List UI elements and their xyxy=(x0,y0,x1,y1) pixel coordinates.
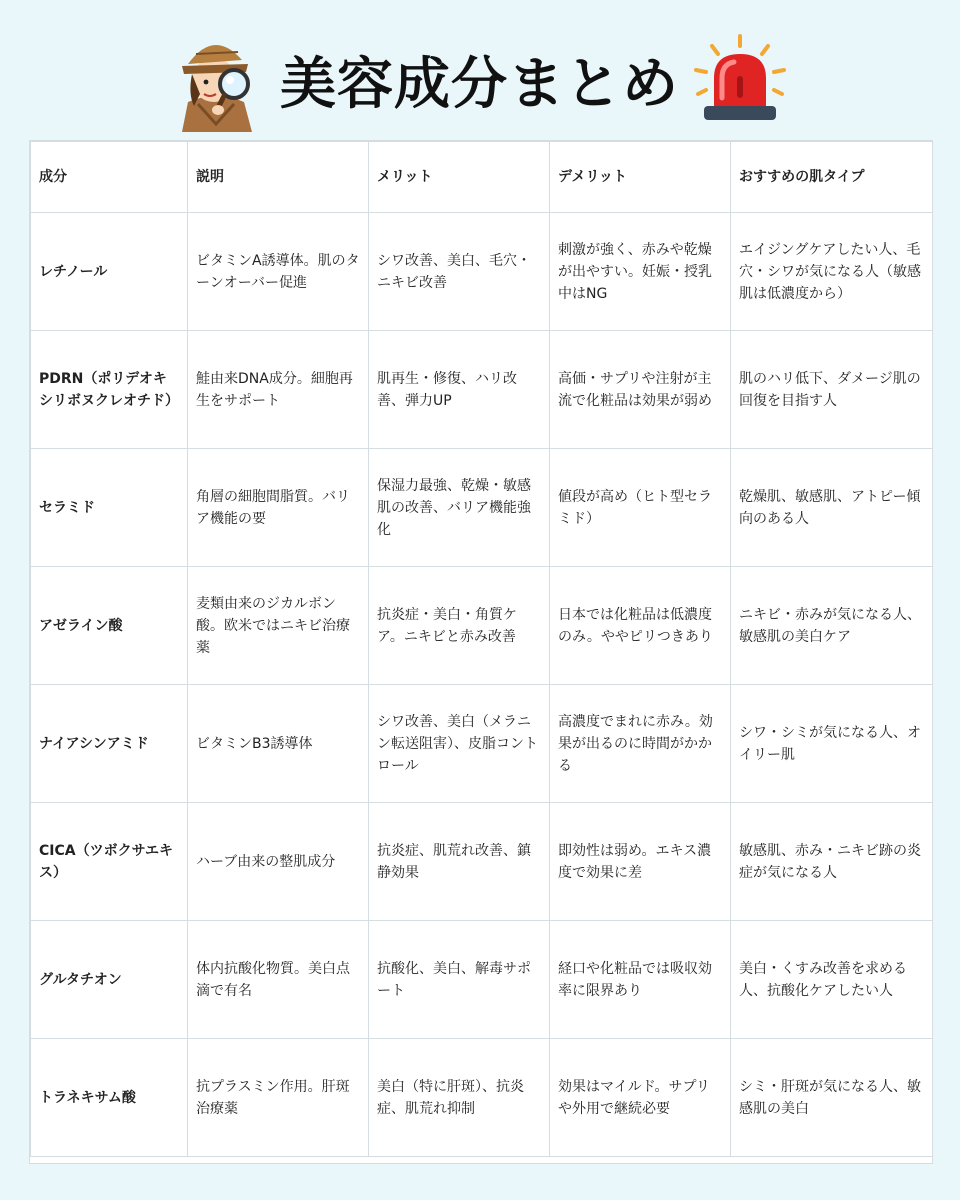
page-title: 美容成分まとめ xyxy=(280,52,679,117)
ingredient-name: セラミド xyxy=(31,449,188,567)
table-row xyxy=(31,567,933,685)
ingredient-merit: 抗炎症・美白・角質ケア。ニキビと赤み改善 xyxy=(369,567,550,685)
table-row xyxy=(31,1039,933,1157)
ingredient-merit: シワ改善、美白（メラニン転送阻害）、皮脂コントロール xyxy=(369,685,550,803)
table-row xyxy=(31,803,933,921)
ingredient-merit: 肌再生・修復、ハリ改善、弾力UP xyxy=(369,331,550,449)
ingredient-description: 抗プラスミン作用。肝斑治療薬 xyxy=(188,1039,369,1157)
recommended-skin-type: 肌のハリ低下、ダメージ肌の回復を目指す人 xyxy=(731,331,933,449)
ingredient-demerit: 日本では化粧品は低濃度のみ。ややピリつきあり xyxy=(550,567,731,685)
ingredient-description: 麦類由来のジカルボン酸。欧米ではニキビ治療薬 xyxy=(188,567,369,685)
ingredient-merit: 美白（特に肝斑）、抗炎症、肌荒れ抑制 xyxy=(369,1039,550,1157)
ingredient-demerit: 即効性は弱め。エキス濃度で効果に差 xyxy=(550,803,731,921)
recommended-skin-type: エイジングケアしたい人、毛穴・シワが気になる人（敏感肌は低濃度から） xyxy=(731,213,933,331)
recommended-skin-type: ニキビ・赤みが気になる人、敏感肌の美白ケア xyxy=(731,567,933,685)
ingredient-name: アゼライン酸 xyxy=(31,567,188,685)
table-row xyxy=(31,213,933,331)
red-siren-icon xyxy=(690,32,790,126)
column-header: 成分 xyxy=(31,142,188,213)
ingredient-merit: 抗炎症、肌荒れ改善、鎮静効果 xyxy=(369,803,550,921)
ingredient-demerit: 効果はマイルド。サプリや外用で継続必要 xyxy=(550,1039,731,1157)
column-header: 説明 xyxy=(188,142,369,213)
recommended-skin-type: 美白・くすみ改善を求める人、抗酸化ケアしたい人 xyxy=(731,921,933,1039)
ingredient-name: グルタチオン xyxy=(31,921,188,1039)
ingredient-name: CICA（ツボクサエキス） xyxy=(31,803,188,921)
recommended-skin-type: 敏感肌、赤み・ニキビ跡の炎症が気になる人 xyxy=(731,803,933,921)
ingredient-demerit: 値段が高め（ヒト型セラミド） xyxy=(550,449,731,567)
column-header: デメリット xyxy=(550,142,731,213)
column-header: おすすめの肌タイプ xyxy=(731,142,933,213)
ingredients-table xyxy=(29,140,933,1164)
table-header-row xyxy=(31,142,933,213)
recommended-skin-type: シワ・シミが気になる人、オイリー肌 xyxy=(731,685,933,803)
column-header: メリット xyxy=(369,142,550,213)
ingredient-merit: シワ改善、美白、毛穴・ニキビ改善 xyxy=(369,213,550,331)
ingredient-merit: 抗酸化、美白、解毒サポート xyxy=(369,921,550,1039)
ingredient-name: トラネキサム酸 xyxy=(31,1039,188,1157)
recommended-skin-type: シミ・肝斑が気になる人、敏感肌の美白 xyxy=(731,1039,933,1157)
ingredient-merit: 保湿力最強、乾燥・敏感肌の改善、バリア機能強化 xyxy=(369,449,550,567)
table-row xyxy=(31,331,933,449)
table-row xyxy=(31,449,933,567)
ingredient-demerit: 高濃度でまれに赤み。効果が出るのに時間がかかる xyxy=(550,685,731,803)
ingredient-description: 体内抗酸化物質。美白点滴で有名 xyxy=(188,921,369,1039)
ingredient-description: 鮭由来DNA成分。細胞再生をサポート xyxy=(188,331,369,449)
ingredient-name: ナイアシンアミド xyxy=(31,685,188,803)
ingredient-description: 角層の細胞間脂質。バリア機能の要 xyxy=(188,449,369,567)
ingredient-name: レチノール xyxy=(31,213,188,331)
ingredient-name: PDRN（ポリデオキシリボヌクレオチド） xyxy=(31,331,188,449)
ingredient-description: ハーブ由来の整肌成分 xyxy=(188,803,369,921)
ingredient-demerit: 経口や化粧品では吸収効率に限界あり xyxy=(550,921,731,1039)
ingredient-description: ビタミンA誘導体。肌のターンオーバー促進 xyxy=(188,213,369,331)
page-header xyxy=(0,0,960,140)
ingredient-demerit: 高価・サプリや注射が主流で化粧品は効果が弱め xyxy=(550,331,731,449)
ingredient-demerit: 刺激が強く、赤みや乾燥が出やすい。妊娠・授乳中はNG xyxy=(550,213,731,331)
ingredient-description: ビタミンB3誘導体 xyxy=(188,685,369,803)
recommended-skin-type: 乾燥肌、敏感肌、アトピー傾向のある人 xyxy=(731,449,933,567)
table-row xyxy=(31,921,933,1039)
detective-magnifier-icon xyxy=(168,24,264,132)
table-row xyxy=(31,685,933,803)
